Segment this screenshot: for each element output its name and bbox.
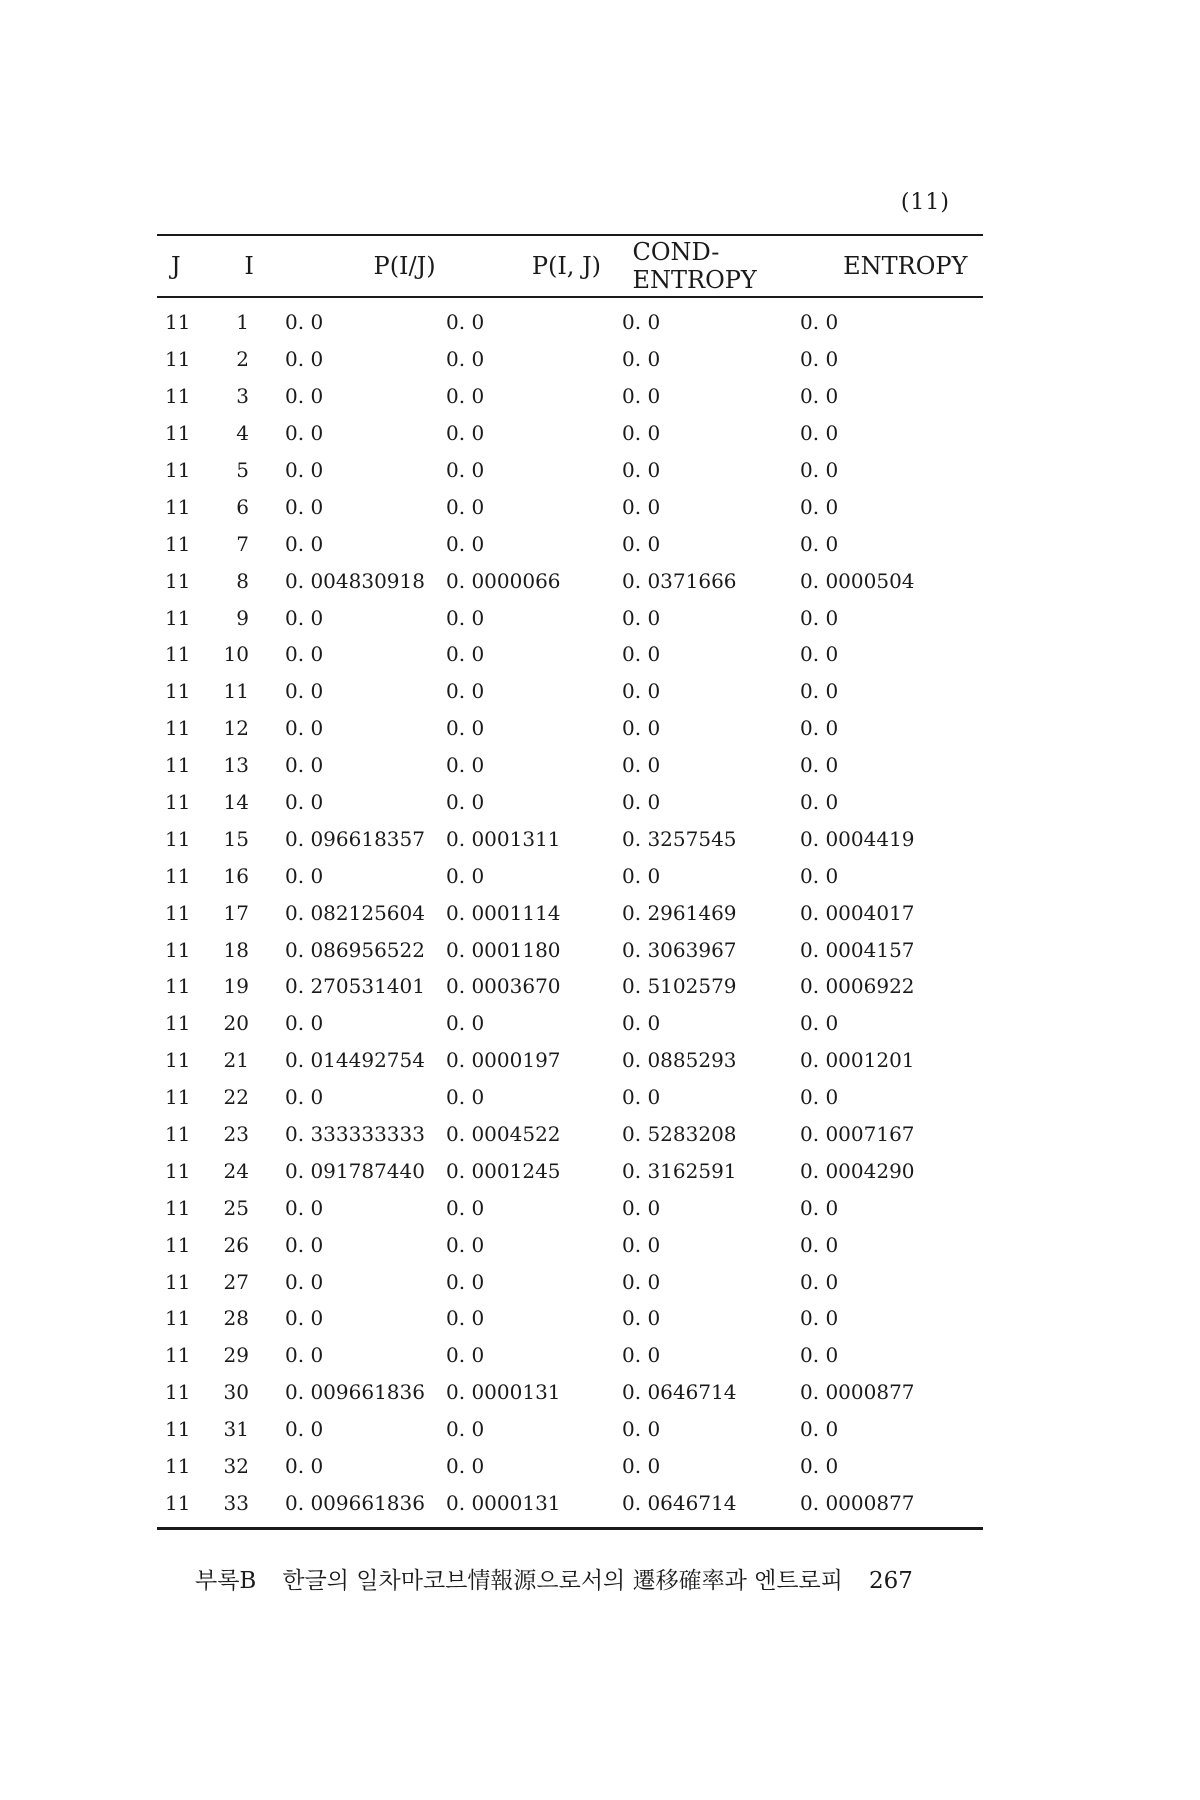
table-row [157,1226,983,1263]
cell-i: 33 [223,1490,249,1515]
cell-cond-entropy: 0. 0 [622,753,661,778]
table-row [157,894,983,931]
cell-j: 11 [165,863,191,888]
cell-j: 11 [165,458,191,482]
cell-p-i-j: 0. 0 [446,1269,485,1294]
cell-p-i-given-j: 0. 0 [285,384,324,409]
cell-cond-entropy: 0. 0 [622,1343,661,1368]
cell-cond-entropy: 0. 0 [622,1232,661,1257]
table-row [157,1411,983,1448]
cell-j: 11 [165,494,191,519]
cell-j: 11 [165,531,191,556]
cell-entropy: 0. 0 [800,494,839,519]
page-section-label: (11) [900,190,950,215]
header-p-i-given-j: P(I/J) [373,252,436,280]
cell-j: 11 [165,1048,191,1073]
cell-entropy: 0. 0000504 [800,568,915,593]
header-i: I [244,252,254,280]
cell-cond-entropy: 0. 0646714 [622,1490,737,1515]
cell-p-i-given-j: 0. 0 [285,1195,324,1220]
cell-p-i-j: 0. 0 [446,1417,485,1442]
cell-p-i-given-j: 0. 0 [285,605,324,630]
table-row [157,599,983,636]
table-row [157,1079,983,1116]
cell-j: 11 [165,1343,191,1368]
cell-p-i-j: 0. 0001311 [446,826,561,851]
table-row [157,525,983,562]
cell-entropy: 0. 0006922 [800,974,915,999]
cell-i: 10 [223,642,249,667]
table-row [157,1263,983,1300]
cell-p-i-j: 0. 0 [446,310,485,335]
cell-p-i-given-j: 0. 0 [285,1085,324,1110]
table-row [157,1337,983,1374]
cell-j: 11 [165,605,191,630]
cell-i: 4 [236,421,249,446]
cell-j: 11 [165,1454,191,1479]
cell-cond-entropy: 0. 0646714 [622,1380,737,1405]
cell-entropy: 0. 0 [800,753,839,778]
cell-p-i-j: 0. 0 [446,642,485,667]
cell-j: 11 [165,347,191,372]
cell-cond-entropy: 0. 3162591 [622,1158,737,1183]
cell-p-i-j: 0. 0 [446,1085,485,1110]
cell-entropy: 0. 0 [800,863,839,888]
cell-cond-entropy: 0. 0371666 [622,568,737,593]
cell-cond-entropy: 0. 0 [622,347,661,372]
cell-entropy: 0. 0 [800,421,839,446]
cell-p-i-j: 0. 0001180 [446,937,561,962]
cell-p-i-j: 0. 0 [446,1011,485,1036]
cell-entropy: 0. 0 [800,1195,839,1220]
cell-p-i-j: 0. 0 [446,347,485,372]
header-j: J [171,252,181,280]
table-row [157,1116,983,1153]
cell-p-i-given-j: 0. 096618357 [285,826,425,851]
table-row [157,784,983,821]
cell-p-i-given-j: 0. 0 [285,1232,324,1257]
cell-j: 11 [165,642,191,667]
cell-p-i-given-j: 0. 0 [285,1343,324,1368]
cell-p-i-given-j: 0. 0 [285,494,324,519]
cell-j: 11 [165,826,191,851]
cell-entropy: 0. 0 [800,531,839,556]
table-row [157,857,983,894]
cell-cond-entropy: 0. 0 [622,1195,661,1220]
table-row [157,562,983,599]
cell-i: 24 [223,1158,249,1183]
cell-p-i-given-j: 0. 0 [285,863,324,888]
table-row [157,1448,983,1485]
cell-entropy: 0. 0004157 [800,937,915,962]
cell-p-i-j: 0. 0 [446,1343,485,1368]
cell-p-i-j: 0. 0004522 [446,1122,561,1147]
header-p-i-j: P(I, J) [531,252,602,280]
cell-entropy: 0. 0 [800,1306,839,1331]
cell-p-i-j: 0. 0000066 [446,568,561,593]
cell-entropy: 0. 0 [800,1454,839,1479]
cell-p-i-given-j: 0. 0 [285,716,324,741]
cell-cond-entropy: 0. 0 [622,1269,661,1294]
cell-cond-entropy: 0. 0 [622,458,661,482]
cell-p-i-j: 0. 0001114 [446,900,561,925]
cell-cond-entropy: 0. 0 [622,605,661,630]
cell-entropy: 0. 0 [800,642,839,667]
table-row [157,341,983,378]
cell-p-i-given-j: 0. 0 [285,421,324,446]
cell-p-i-given-j: 0. 086956522 [285,937,425,962]
cell-entropy: 0. 0 [800,790,839,815]
cell-entropy: 0. 0004017 [800,900,915,925]
cell-p-i-given-j: 0. 0 [285,347,324,372]
footer-page-number: 267 [868,1568,913,1594]
cell-i: 32 [223,1454,249,1479]
table-row [157,747,983,784]
cell-p-i-given-j: 0. 0 [285,1306,324,1331]
cell-i: 18 [223,937,249,962]
cell-j: 11 [165,1490,191,1515]
cell-cond-entropy: 0. 0 [622,494,661,519]
cell-p-i-given-j: 0. 0 [285,1011,324,1036]
entropy-table [157,234,983,1530]
cell-i: 1 [236,310,249,335]
cell-cond-entropy: 0. 0 [622,421,661,446]
cell-j: 11 [165,716,191,741]
cell-j: 11 [165,1417,191,1442]
cell-entropy: 0. 0 [800,1269,839,1294]
table-row [157,636,983,673]
cell-i: 20 [223,1011,249,1036]
cell-p-i-j: 0. 0 [446,1454,485,1479]
cell-p-i-j: 0. 0 [446,1232,485,1257]
cell-p-i-j: 0. 0 [446,1195,485,1220]
cell-p-i-given-j: 0. 0 [285,531,324,556]
cell-p-i-given-j: 0. 270531401 [285,974,425,999]
cell-i: 16 [223,863,249,888]
cell-i: 17 [223,900,249,925]
cell-i: 28 [223,1306,249,1331]
cell-i: 29 [223,1343,249,1368]
footer-title: 한글의 일차마코브情報源으로서의 遷移確率과 엔트로피 [282,1568,843,1594]
cell-p-i-j: 0. 0 [446,716,485,741]
cell-entropy: 0. 0004290 [800,1158,915,1183]
cell-cond-entropy: 0. 0885293 [622,1048,737,1073]
cell-entropy: 0. 0 [800,458,839,482]
cell-cond-entropy: 0. 3257545 [622,826,737,851]
cell-i: 30 [223,1380,249,1405]
cell-entropy: 0. 0 [800,679,839,704]
cell-i: 5 [236,458,249,482]
cell-i: 6 [236,494,249,519]
cell-entropy: 0. 0 [800,347,839,372]
cell-p-i-given-j: 0. 0 [285,642,324,667]
cell-j: 11 [165,1122,191,1147]
cell-p-i-j: 0. 0 [446,458,485,482]
cell-j: 11 [165,1195,191,1220]
cell-i: 2 [236,347,249,372]
cell-i: 22 [223,1085,249,1110]
cell-p-i-j: 0. 0000131 [446,1380,561,1405]
cell-j: 11 [165,384,191,409]
cell-entropy: 0. 0 [800,1085,839,1110]
cell-entropy: 0. 0 [800,1232,839,1257]
cell-p-i-j: 0. 0 [446,790,485,815]
cell-entropy: 0. 0 [800,1343,839,1368]
cell-p-i-given-j: 0. 091787440 [285,1158,425,1183]
table-row [157,1152,983,1189]
cell-i: 25 [223,1195,249,1220]
table-row [157,673,983,710]
table-row [157,710,983,747]
cell-j: 11 [165,1085,191,1110]
cell-cond-entropy: 0. 5102579 [622,974,737,999]
cell-i: 12 [223,716,249,741]
cell-p-i-j: 0. 0 [446,679,485,704]
table-row [157,304,983,341]
cell-cond-entropy: 0. 0 [622,642,661,667]
cell-j: 11 [165,1158,191,1183]
cell-cond-entropy: 0. 0 [622,1085,661,1110]
cell-entropy: 0. 0 [800,384,839,409]
cell-p-i-j: 0. 0000131 [446,1490,561,1515]
cell-cond-entropy: 0. 0 [622,384,661,409]
cell-j: 11 [165,1306,191,1331]
cell-entropy: 0. 0007167 [800,1122,915,1147]
table-row [157,968,983,1005]
cell-i: 8 [236,568,249,593]
cell-p-i-given-j: 0. 009661836 [285,1490,425,1515]
cell-cond-entropy: 0. 0 [622,1454,661,1479]
cell-p-i-given-j: 0. 009661836 [285,1380,425,1405]
cell-j: 11 [165,1011,191,1036]
table-row [157,452,983,489]
cell-p-i-given-j: 0. 082125604 [285,900,425,925]
cell-entropy: 0. 0 [800,716,839,741]
cell-entropy: 0. 0 [800,605,839,630]
cell-p-i-given-j: 0. 0 [285,1269,324,1294]
cell-p-i-j: 0. 0 [446,753,485,778]
header-cond-entropy: COND-ENTROPY [632,238,757,294]
cell-p-i-given-j: 0. 014492754 [285,1048,425,1073]
cell-p-i-j: 0. 0 [446,384,485,409]
cell-i: 3 [236,384,249,409]
cell-j: 11 [165,790,191,815]
cell-entropy: 0. 0000877 [800,1490,915,1515]
cell-i: 23 [223,1122,249,1147]
cell-i: 19 [223,974,249,999]
table-row [157,1042,983,1079]
table-row [157,1374,983,1411]
cell-cond-entropy: 0. 0 [622,679,661,704]
cell-cond-entropy: 0. 0 [622,531,661,556]
cell-i: 15 [223,826,249,851]
cell-cond-entropy: 0. 0 [622,716,661,741]
cell-p-i-given-j: 0. 0 [285,1454,324,1479]
cell-entropy: 0. 0 [800,310,839,335]
header-entropy: ENTROPY [843,252,968,280]
cell-cond-entropy: 0. 0 [622,1417,661,1442]
cell-j: 11 [165,900,191,925]
cell-cond-entropy: 0. 0 [622,310,661,335]
cell-j: 11 [165,1232,191,1257]
cell-entropy: 0. 0000877 [800,1380,915,1405]
table-row [157,1300,983,1337]
cell-p-i-j: 0. 0 [446,605,485,630]
cell-j: 11 [165,1380,191,1405]
cell-i: 9 [236,605,249,630]
cell-j: 11 [165,1269,191,1294]
cell-i: 14 [223,790,249,815]
cell-p-i-j: 0. 0 [446,1306,485,1331]
cell-i: 26 [223,1232,249,1257]
table-row [157,488,983,525]
cell-p-i-given-j: 0. 0 [285,458,324,482]
cell-j: 11 [165,679,191,704]
cell-j: 11 [165,974,191,999]
cell-p-i-j: 0. 0003670 [446,974,561,999]
table-row [157,415,983,452]
table-row [157,820,983,857]
cell-entropy: 0. 0004419 [800,826,915,851]
cell-cond-entropy: 0. 2961469 [622,900,737,925]
cell-j: 11 [165,568,191,593]
cell-p-i-j: 0. 0 [446,531,485,556]
cell-i: 11 [223,679,249,704]
table-bottom-rule [157,1527,983,1530]
cell-p-i-j: 0. 0000197 [446,1048,561,1073]
cell-p-i-given-j: 0. 333333333 [285,1122,425,1147]
cell-i: 21 [223,1048,249,1073]
cell-i: 13 [223,753,249,778]
cell-cond-entropy: 0. 0 [622,1306,661,1331]
cell-i: 7 [236,531,249,556]
cell-i: 31 [223,1417,249,1442]
table-body [157,298,983,1527]
cell-j: 11 [165,937,191,962]
cell-j: 11 [165,310,191,335]
cell-cond-entropy: 0. 0 [622,1011,661,1036]
table-row [157,378,983,415]
footer-appendix-label: 부록B [195,1568,257,1594]
cell-p-i-j: 0. 0001245 [446,1158,561,1183]
cell-p-i-j: 0. 0 [446,421,485,446]
cell-p-i-given-j: 0. 0 [285,1417,324,1442]
table-row [157,1005,983,1042]
cell-j: 11 [165,421,191,446]
cell-j: 11 [165,753,191,778]
table-row [157,1189,983,1226]
page-footer [195,1562,975,1595]
cell-p-i-given-j: 0. 0 [285,310,324,335]
cell-p-i-j: 0. 0 [446,863,485,888]
cell-i: 27 [223,1269,249,1294]
cell-p-i-given-j: 0. 0 [285,679,324,704]
cell-entropy: 0. 0 [800,1417,839,1442]
table-row [157,931,983,968]
cell-cond-entropy: 0. 0 [622,790,661,815]
cell-p-i-j: 0. 0 [446,494,485,519]
cell-p-i-given-j: 0. 0 [285,790,324,815]
cell-cond-entropy: 0. 5283208 [622,1122,737,1147]
table-header-row [157,236,983,296]
cell-cond-entropy: 0. 3063967 [622,937,737,962]
cell-p-i-given-j: 0. 0 [285,753,324,778]
cell-entropy: 0. 0 [800,1011,839,1036]
cell-p-i-given-j: 0. 004830918 [285,568,425,593]
cell-entropy: 0. 0001201 [800,1048,915,1073]
cell-cond-entropy: 0. 0 [622,863,661,888]
table-row [157,1485,983,1522]
